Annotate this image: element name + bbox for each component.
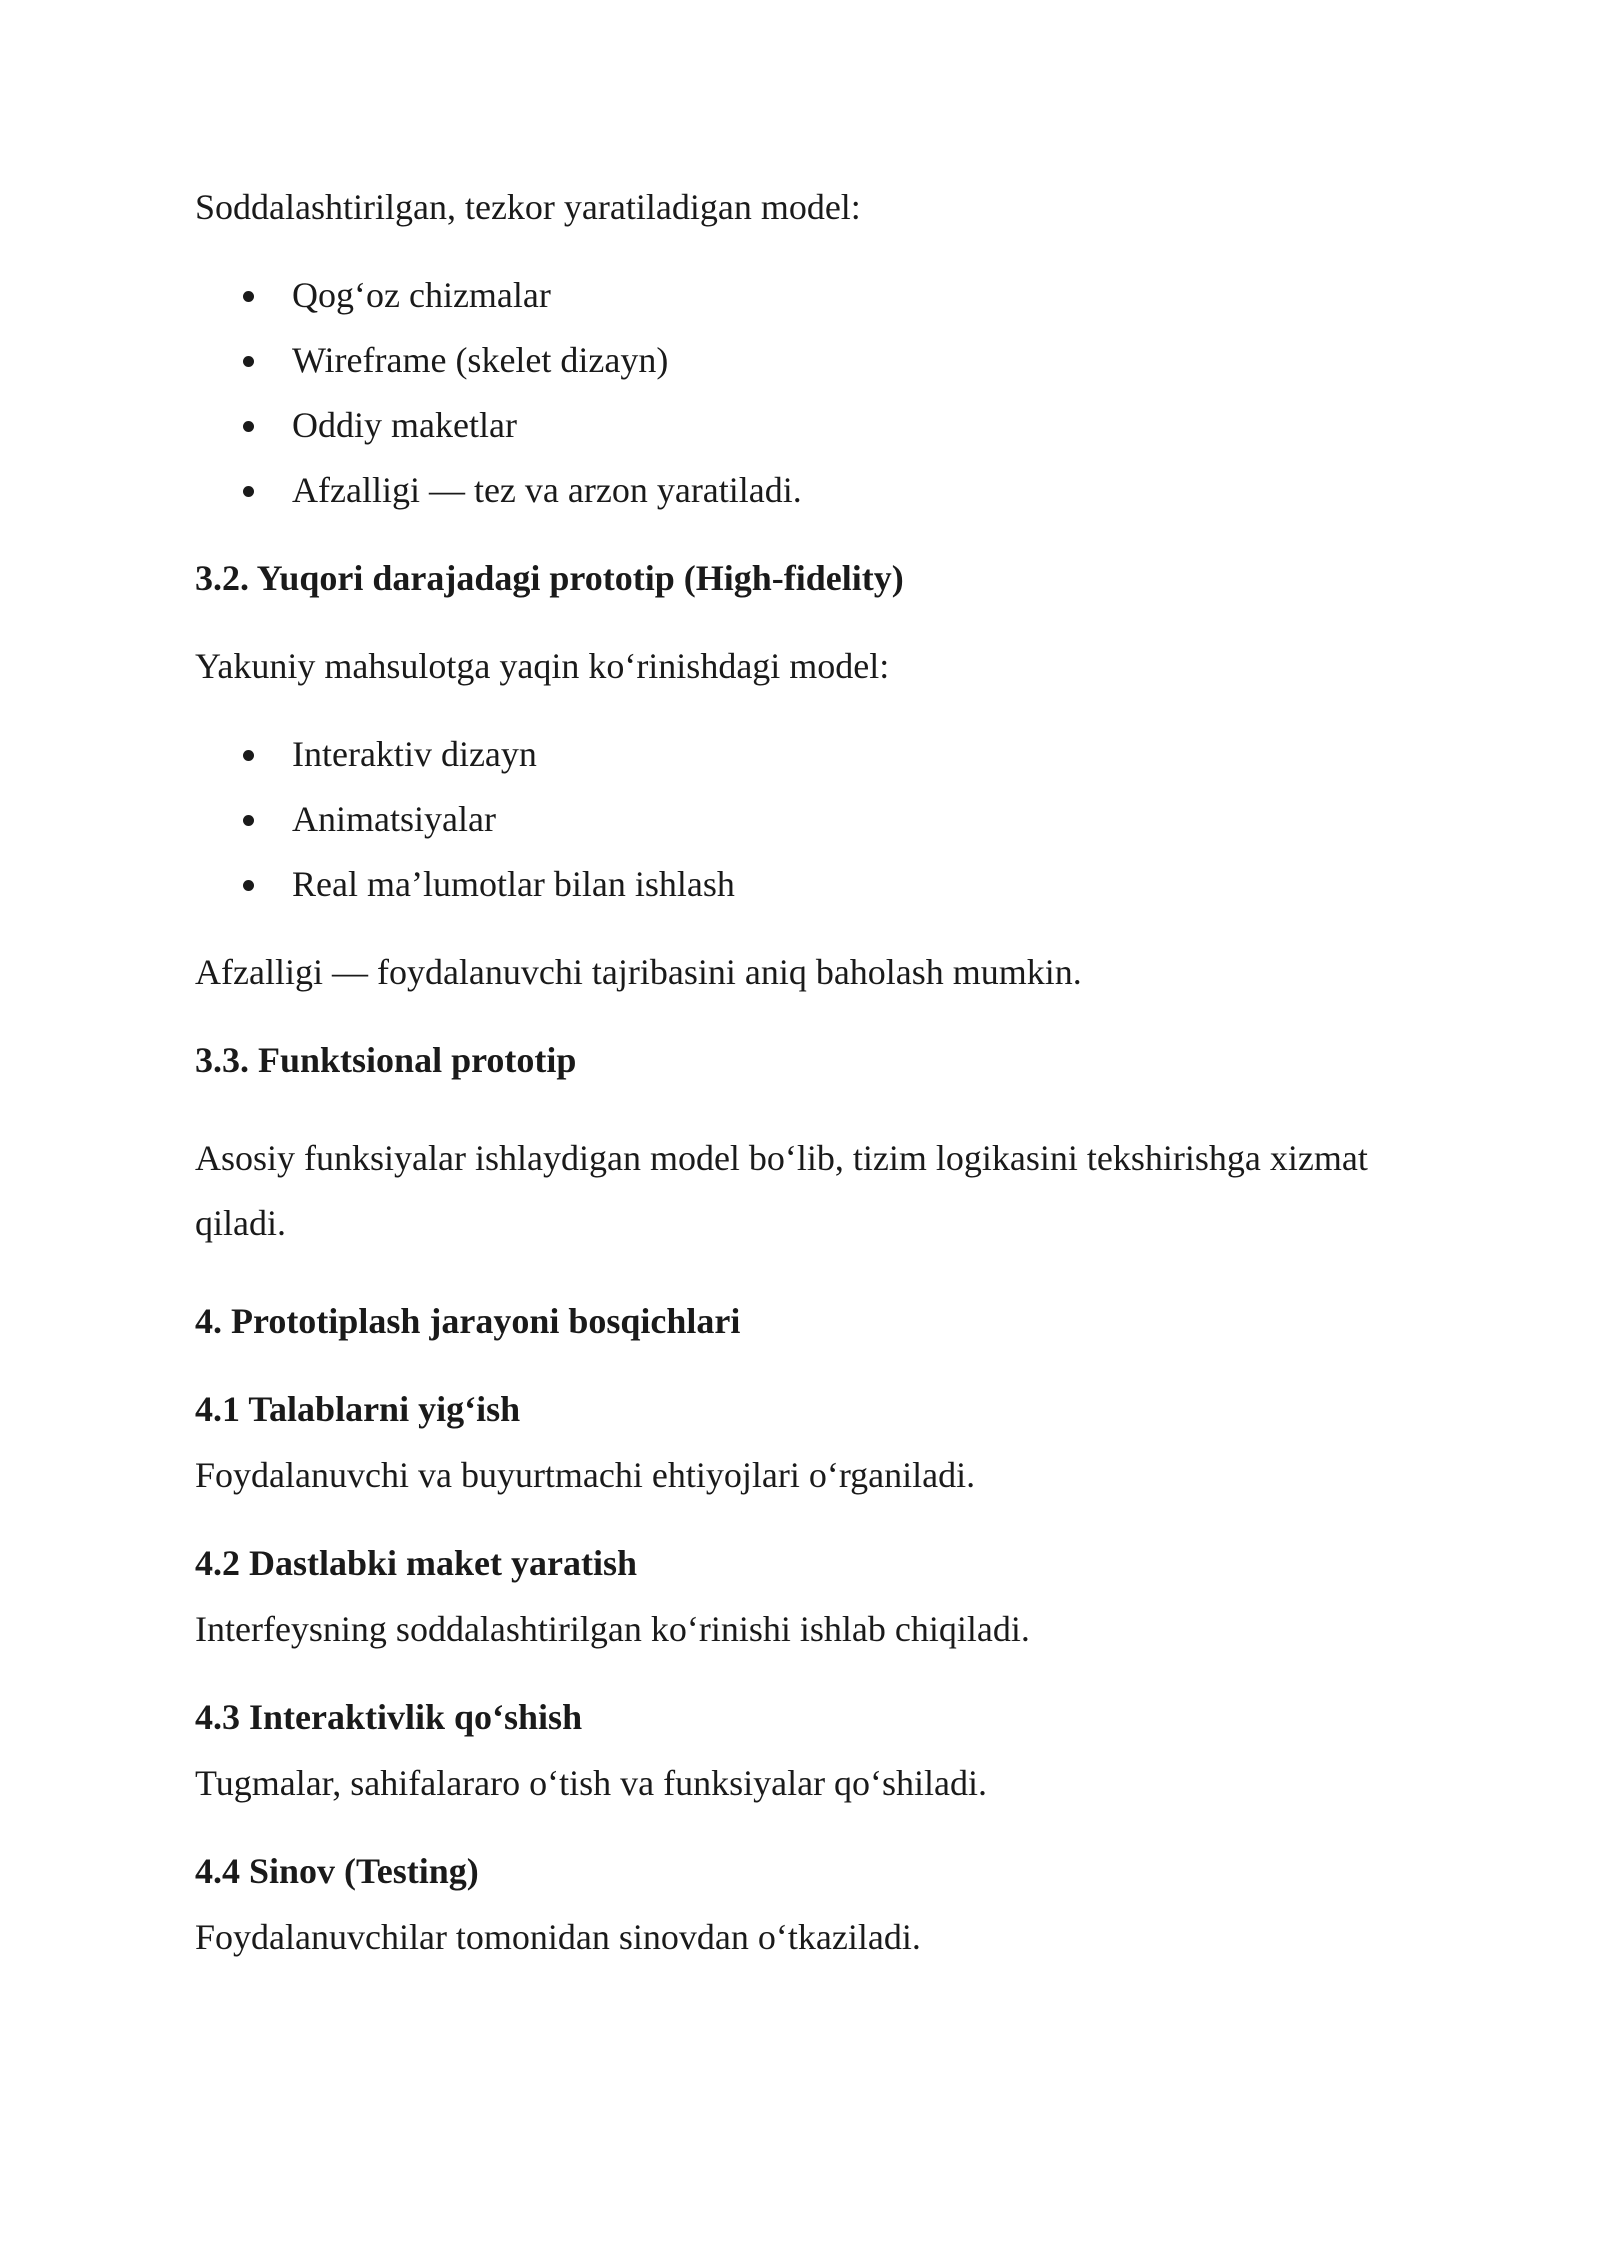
step-4-2-body: Interfeysning soddalashtirilgan ko‘rinishi ishlab chiqiladi. xyxy=(195,1609,1030,1649)
list-item-text: Interaktiv dizayn xyxy=(292,734,537,774)
section-3-3-body: Asosiy funksiyalar ishlaydigan model bo‘lib, tizim logikasini tekshirishga xizmat qiladi. xyxy=(195,1138,1368,1243)
list-item xyxy=(195,403,1425,448)
document-page xyxy=(195,185,1425,1960)
list-item-text: Qog‘oz chizmalar xyxy=(292,275,551,315)
step-4-4-body: Foydalanuvchilar tomonidan sinovdan o‘tkaziladi. xyxy=(195,1917,921,1957)
bullet-icon xyxy=(243,815,254,826)
step-4-3-heading: 4.3 Interaktivlik qo‘shish xyxy=(195,1697,583,1737)
list-item-text: Real ma’lumotlar bilan ishlash xyxy=(292,864,735,904)
section-3-2-heading: 3.2. Yuqori darajadagi prototip (High-fidelity) xyxy=(195,558,904,598)
step-4-2-heading: 4.2 Dastlabki maket yaratish xyxy=(195,1543,638,1583)
section-3-3-heading: 3.3. Funktsional prototip xyxy=(195,1040,577,1080)
low-fi-intro: Soddalashtirilgan, tezkor yaratiladigan model: xyxy=(195,187,861,227)
list-item xyxy=(195,862,1425,907)
high-fi-bullet-list xyxy=(195,732,1425,907)
low-fi-bullet-list xyxy=(195,273,1425,513)
list-item xyxy=(195,273,1425,318)
bullet-icon xyxy=(243,880,254,891)
list-item xyxy=(195,732,1425,777)
step-4-1-heading: 4.1 Talablarni yig‘ish xyxy=(195,1389,521,1429)
bullet-icon xyxy=(243,421,254,432)
step-4-1-body: Foydalanuvchi va buyurtmachi ehtiyojlari o‘rganiladi. xyxy=(195,1455,976,1495)
bullet-icon xyxy=(243,486,254,497)
bullet-icon xyxy=(243,750,254,761)
list-item xyxy=(195,468,1425,513)
list-item-text: Animatsiyalar xyxy=(292,799,496,839)
list-item-text: Oddiy maketlar xyxy=(292,405,517,445)
step-4-4-heading: 4.4 Sinov (Testing) xyxy=(195,1851,479,1891)
list-item-text: Afzalligi — tez va arzon yaratiladi. xyxy=(292,470,802,510)
section-4-heading: 4. Prototiplash jarayoni bosqichlari xyxy=(195,1301,741,1341)
list-item-text: Wireframe (skelet dizayn) xyxy=(292,340,669,380)
bullet-icon xyxy=(243,291,254,302)
section-3-2-advantage: Afzalligi — foydalanuvchi tajribasini aniq baholash mumkin. xyxy=(195,952,1082,992)
list-item xyxy=(195,338,1425,383)
section-3-2-intro: Yakuniy mahsulotga yaqin ko‘rinishdagi model: xyxy=(195,646,890,686)
list-item xyxy=(195,797,1425,842)
step-4-3-body: Tugmalar, sahifalararo o‘tish va funksiyalar qo‘shiladi. xyxy=(195,1763,988,1803)
bullet-icon xyxy=(243,356,254,367)
